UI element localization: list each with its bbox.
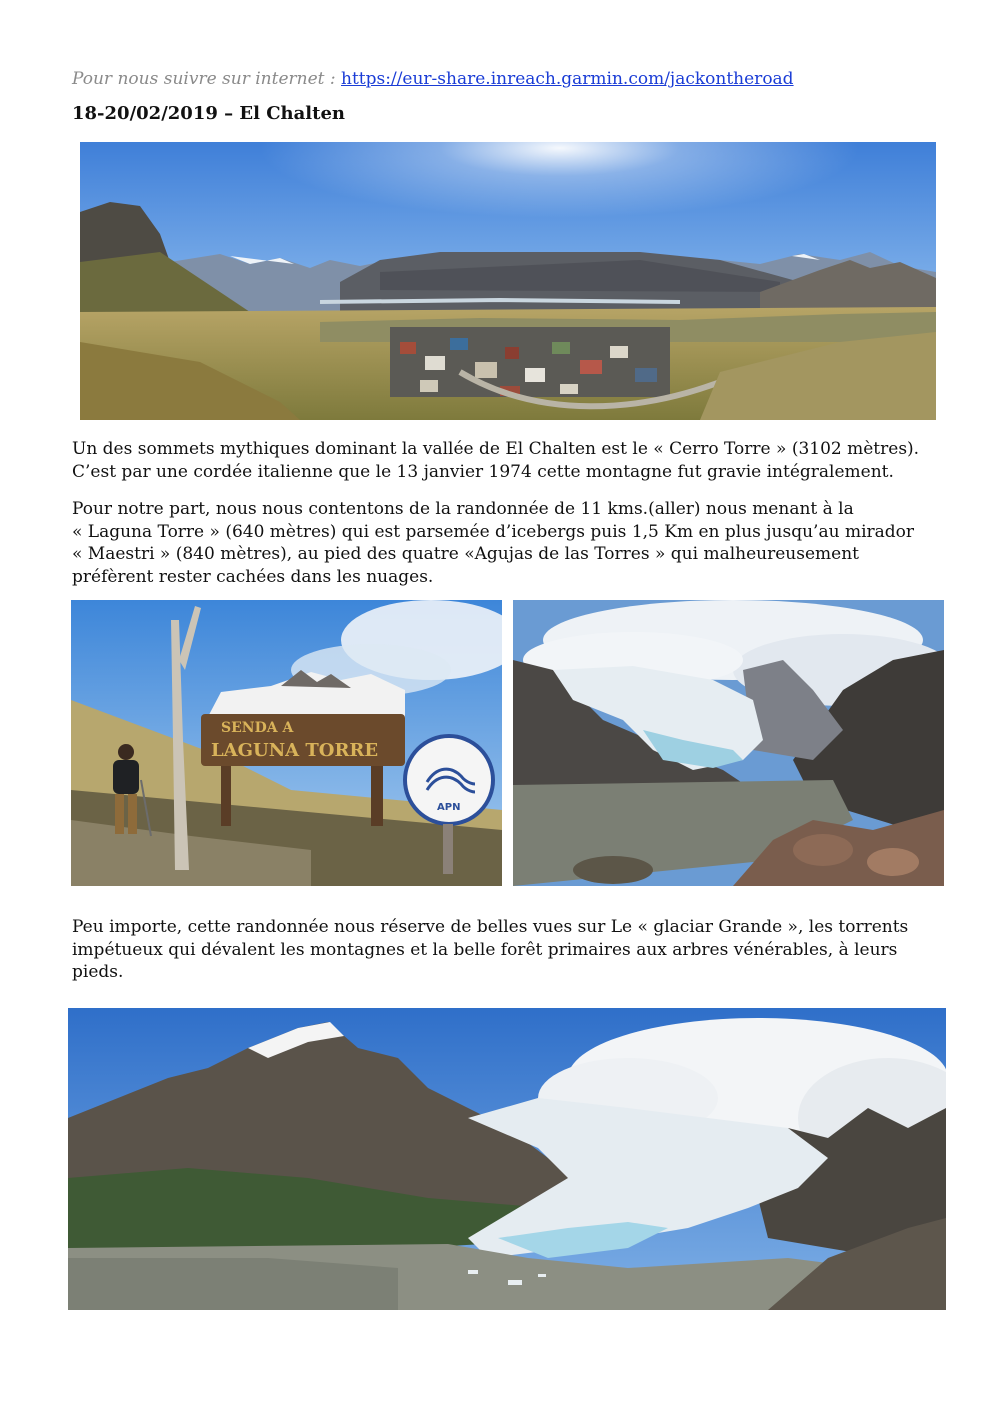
panorama-el-chalten-photo <box>80 142 936 420</box>
text-line: C’est par une cordée italienne que le 13 janvier 1974 cette montagne fut gravie intégralement. <box>72 461 894 482</box>
text-line: préfèrent rester cachées dans les nuages. <box>72 566 434 587</box>
sign-line1: SENDA A <box>221 720 294 736</box>
tracking-link[interactable]: https://eur-share.inreach.garmin.com/jackontheroad <box>341 69 794 89</box>
page-title: 18-20/02/2019 – El Chalten <box>72 103 345 124</box>
text-line: impétueux qui dévalent les montagnes et la belle forêt primaires aux arbres vénérables, à leurs <box>72 939 898 960</box>
follow-line <box>72 69 794 89</box>
paragraph-laguna-torre <box>72 498 952 588</box>
text-line: « Maestri » (840 mètres), au pied des quatre «Agujas de las Torres » qui malheureusement <box>72 544 859 564</box>
text-line: Peu importe, cette randonnée nous réserve de belles vues sur Le « glaciar Grande », les torrents <box>72 917 909 937</box>
paragraph-glaciar-grande <box>72 916 952 984</box>
text-line: Pour notre part, nous nous contentons de la randonnée de 11 kms.(aller) nous menant à la <box>72 499 854 519</box>
paragraph-cerro-torre <box>72 438 952 483</box>
text-line: « Laguna Torre » (640 mètres) qui est parsemée d’icebergs puis 1,5 Km en plus jusqu’au mirador <box>72 521 915 542</box>
text-line: Un des sommets mythiques dominant la vallée de El Chalten est le « Cerro Torre » (3102 mètres). <box>72 439 920 459</box>
follow-label: Pour nous suivre sur internet : <box>72 69 336 89</box>
apn-badge-text: APN <box>437 802 461 813</box>
text-line: pieds. <box>72 962 124 982</box>
glaciar-grande-panorama-photo <box>68 1008 946 1310</box>
laguna-torre-glacier-photo <box>513 600 944 886</box>
sign-line2: LAGUNA TORRE <box>211 740 379 761</box>
trail-sign-photo <box>71 600 502 886</box>
